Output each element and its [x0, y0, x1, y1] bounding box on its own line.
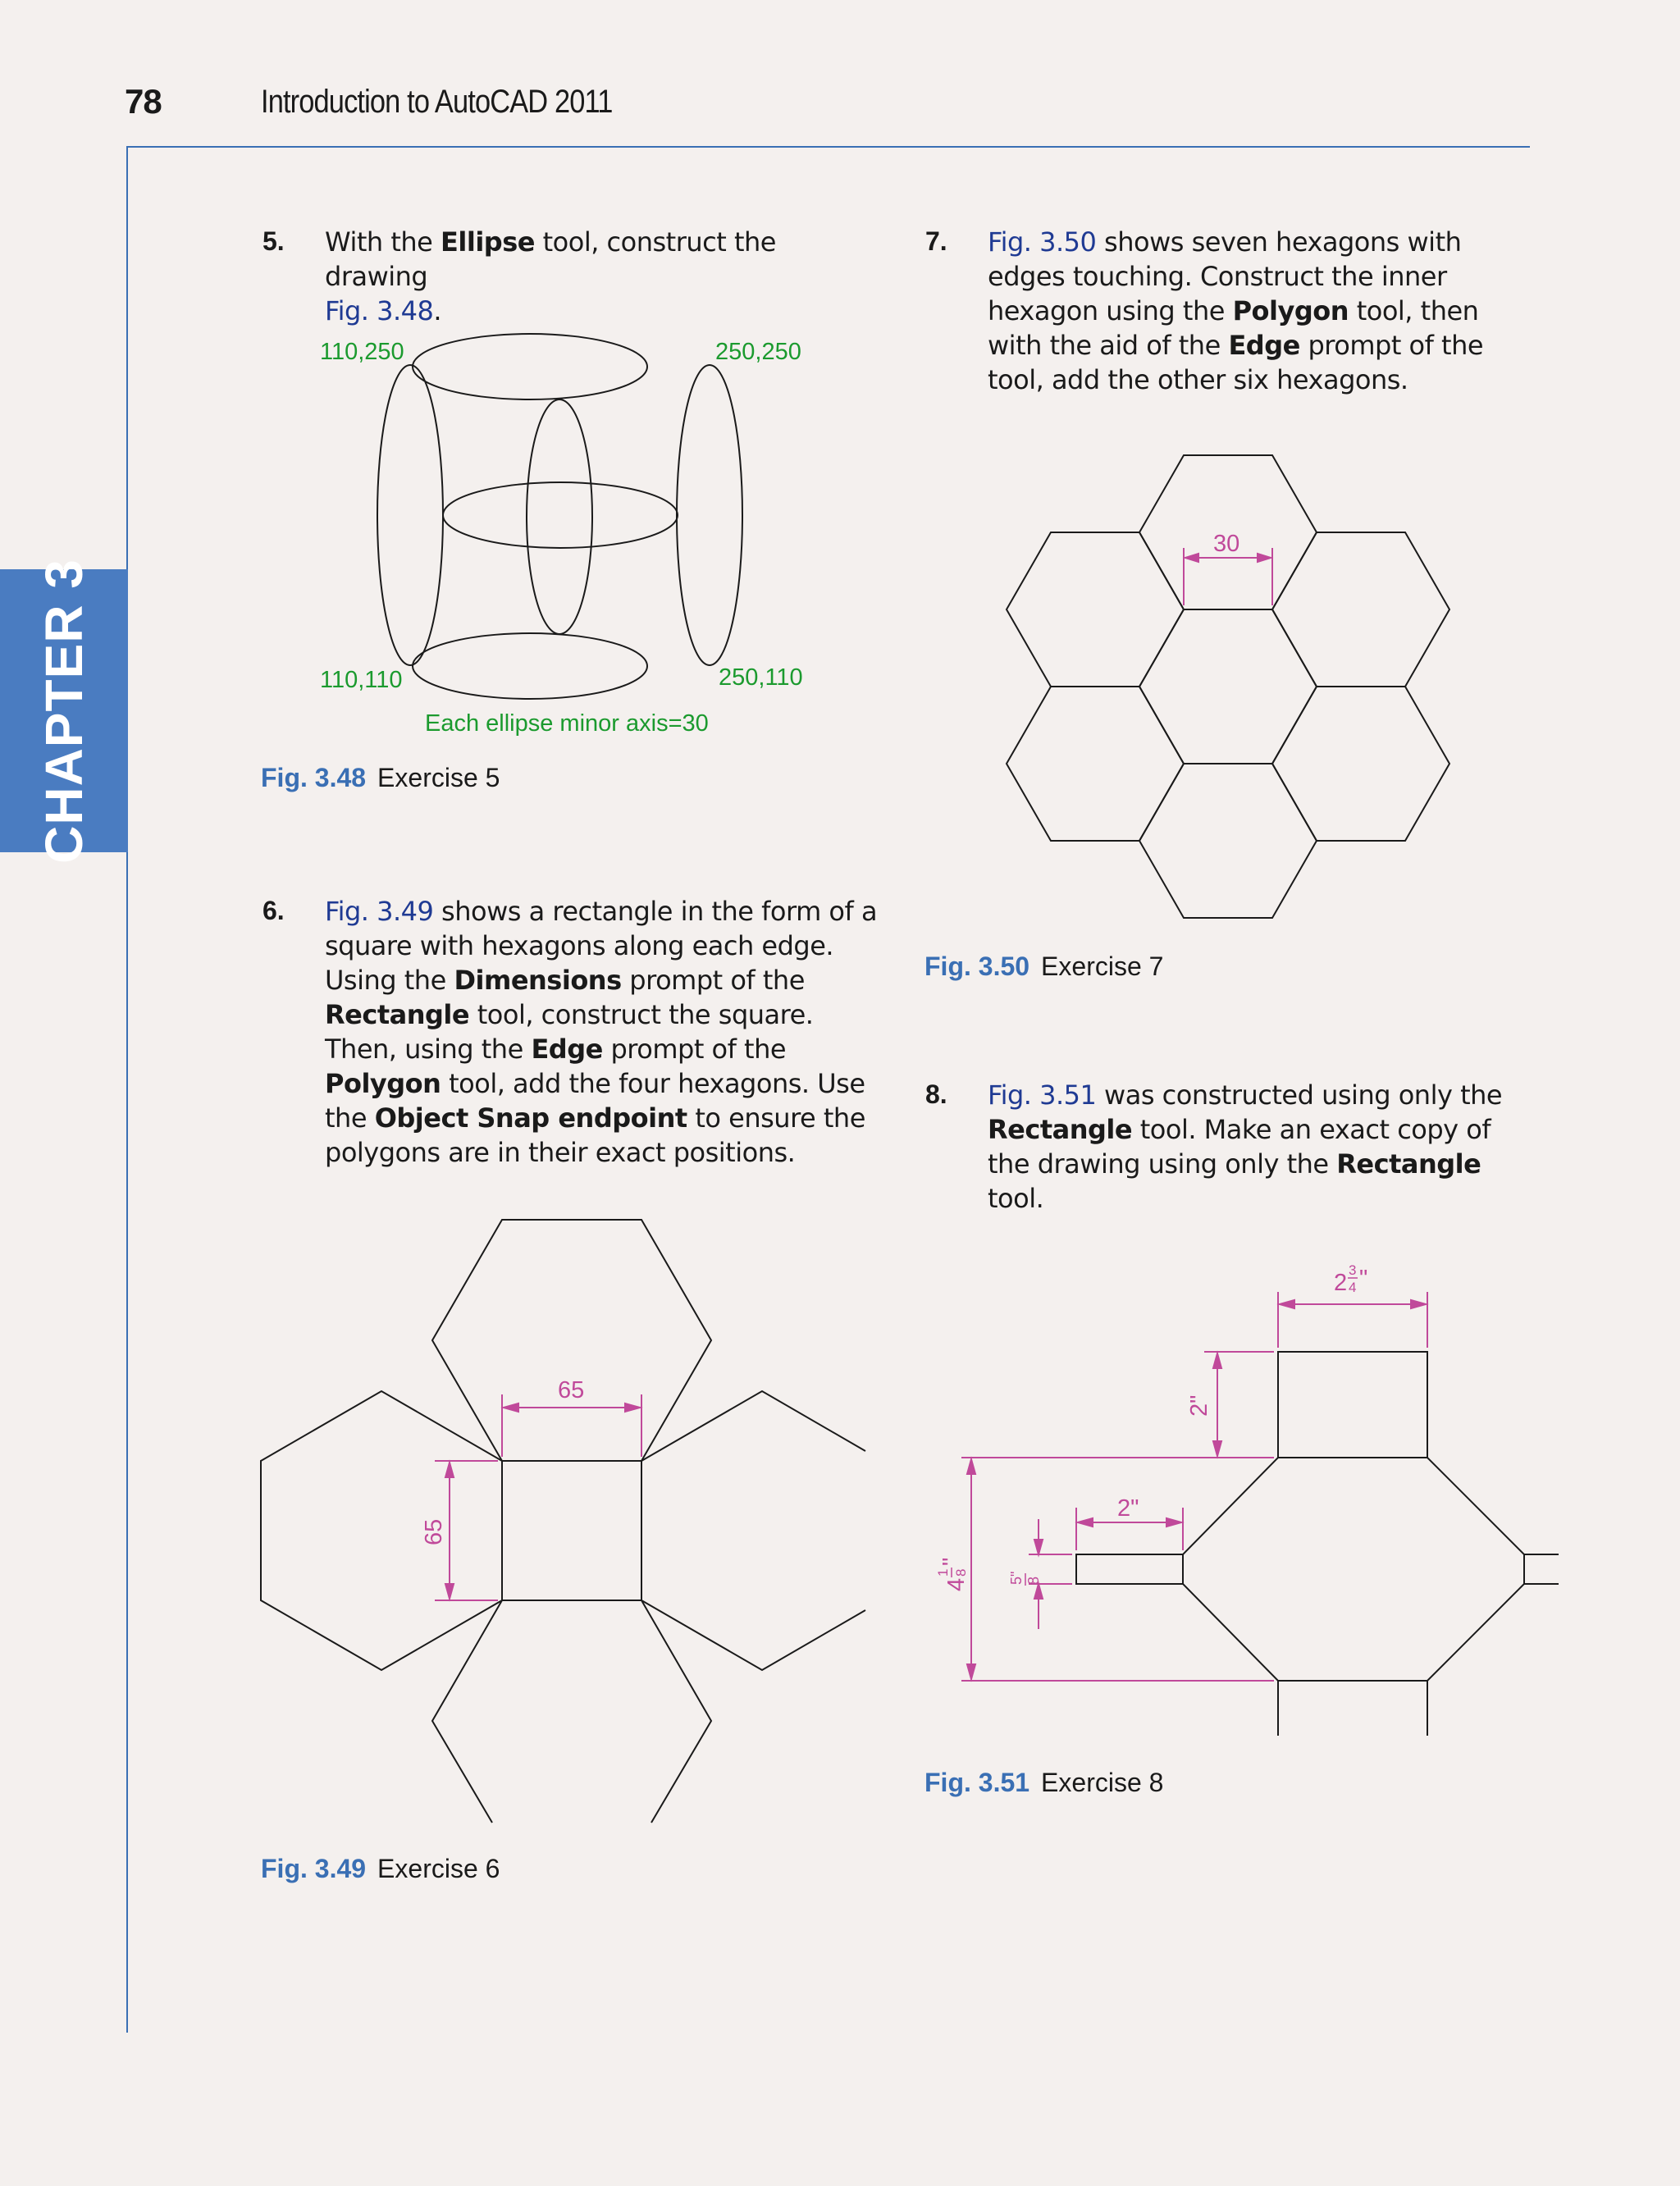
caption-figure-number: Fig. 3.51: [924, 1768, 1030, 1797]
top-rectangle: [1278, 1352, 1427, 1458]
small-left-rectangle: [1076, 1554, 1183, 1584]
caption-figure-number: Fig. 3.48: [261, 763, 367, 792]
figure-note: Each ellipse minor axis=30: [425, 710, 709, 737]
exercise-8-number: 8.: [925, 1079, 947, 1109]
dimension-fraction-denominator: 8: [1025, 1576, 1042, 1585]
bold-term: Ellipse: [441, 226, 535, 258]
bold-term: Rectangle: [325, 999, 470, 1030]
figure-reference[interactable]: Fig. 3.50: [988, 226, 1097, 258]
figure-caption: [924, 1768, 1163, 1798]
figure-reference[interactable]: Fig. 3.48: [325, 295, 434, 326]
bold-term: Edge: [531, 1034, 603, 1065]
text-run: was constructed using only the: [1096, 1079, 1503, 1111]
dimension-label: 30: [1213, 531, 1240, 557]
bold-term: Dimensions: [454, 965, 622, 996]
exercise-6-number: 6.: [262, 896, 285, 925]
text-run: .: [433, 295, 442, 326]
text-run: tool, then with the aid of the: [988, 295, 1479, 361]
figure-reference[interactable]: Fig. 3.51: [988, 1079, 1097, 1111]
text-run: prompt of the tool, add the other six hexagons.: [988, 330, 1484, 395]
exercise-7-number: 7.: [925, 226, 947, 256]
caption-text: Exercise 5: [377, 763, 500, 792]
bold-term: Polygon: [325, 1068, 441, 1099]
dimension-label: 2": [1186, 1394, 1212, 1417]
dimension-label: 65: [558, 1377, 585, 1403]
caption-text: Exercise 6: [377, 1854, 500, 1883]
caption-text: Exercise 7: [1041, 952, 1164, 981]
text-run: shows a rectangle in the form of a square with hexagons along each edge. Using the: [325, 896, 878, 996]
text-run: tool. Make an exact copy of the drawing using only the: [988, 1114, 1491, 1180]
dimension-label: 2: [1334, 1270, 1348, 1296]
dimension-fraction-denominator: 8: [953, 1568, 969, 1577]
caption-figure-number: Fig. 3.49: [261, 1854, 367, 1883]
chapter-tab-label: CHAPTER 3: [34, 558, 94, 864]
octagon-body: [1183, 1458, 1524, 1681]
dimension-fraction-numerator: 5: [1008, 1576, 1025, 1585]
dimension-unit: ": [1008, 1571, 1025, 1577]
running-head: Introduction to AutoCAD 2011: [261, 84, 613, 120]
figure-reference[interactable]: Fig. 3.49: [325, 896, 434, 927]
text-run: tool, construct the drawing: [325, 226, 776, 292]
coord-label: 250,250: [715, 339, 801, 365]
caption-text: Exercise 8: [1041, 1768, 1164, 1797]
text-run: tool, construct the square. Then, using the: [325, 999, 814, 1065]
text-run: prompt of the: [602, 1034, 787, 1065]
coord-label: 250,110: [719, 664, 803, 691]
text-run: tool, add the four hexagons. Use the: [325, 1068, 865, 1134]
dimension-label: 2": [1117, 1495, 1139, 1522]
coord-label: 110,110: [320, 667, 403, 693]
dimension-fraction-denominator: 4: [1349, 1280, 1357, 1295]
text-run: tool.: [988, 1183, 1044, 1214]
bold-term: Rectangle: [1336, 1148, 1481, 1180]
text-run: shows seven hexagons with edges touching. Construct the inner hexagon using the: [988, 226, 1462, 326]
text-run: to ensure the polygons are in their exact positions.: [325, 1102, 865, 1168]
dimension-fraction-numerator: 3: [1349, 1262, 1357, 1278]
exercise-5-number: 5.: [262, 226, 285, 256]
bold-term: Object Snap endpoint: [374, 1102, 687, 1134]
text-run: With the: [325, 226, 441, 258]
bold-term: Rectangle: [988, 1114, 1133, 1145]
dimension-label: 4: [943, 1577, 970, 1591]
right-rectangle-partial: [1524, 1554, 1559, 1584]
dimension-unit: ": [1359, 1266, 1368, 1292]
coord-label: 110,250: [320, 339, 404, 365]
text-run: prompt of the: [621, 965, 805, 996]
bold-term: Polygon: [1232, 295, 1349, 326]
page-number: 78: [125, 82, 162, 121]
dimension-label: 65: [421, 1518, 447, 1545]
caption-figure-number: Fig. 3.50: [924, 952, 1030, 981]
dimension-fraction-numerator: 1: [935, 1568, 951, 1577]
dimension-unit: ": [938, 1557, 965, 1566]
bold-term: Edge: [1228, 330, 1300, 361]
